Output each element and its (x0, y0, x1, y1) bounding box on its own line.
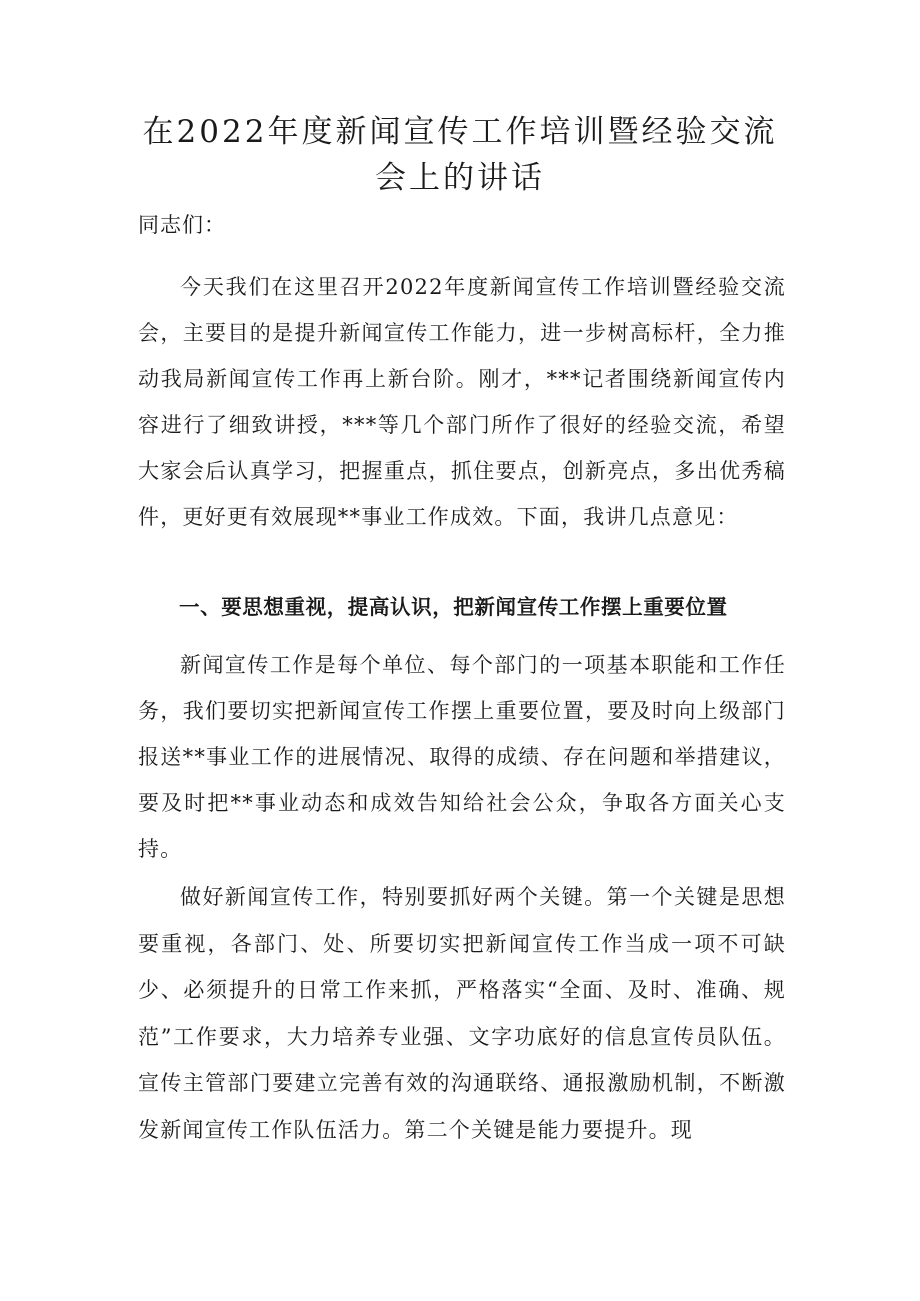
document-title-line-1: 在2022年度新闻宣传工作培训暨经验交流 (142, 114, 778, 150)
salutation: 同志们： (138, 213, 226, 237)
paragraph-intro: 今天我们在这里召开2022年度新闻宣传工作培训暨经验交流会，主要目的是提升新闻宣传工作能力，进一步树高标杆，全力推动我局新闻宣传工作再上新台阶。刚才，***记者围绕新闻宣传内容进行了细致讲授，***等几个部门所作了很好的经验交流，希望大家会后认真学习，把握重点，抓住要点，创新亮点，多出优秀稿件，更好更有效展现**事业工作成效。下面，我讲几点意见： (138, 275, 786, 529)
paragraph-section1-b: 做好新闻宣传工作，特别要抓好两个关键。第一个关键是思想要重视，各部门、处、所要切实把新闻宣传工作当成一项不可缺少、必须提升的日常工作来抓，严格落实“全面、及时、准确、规范”工作要求，大力培养专业强、文字功底好的信息宣传员队伍。宣传主管部门要建立完善有效的沟通联络、通报激励机制，不断激发新闻宣传工作队伍活力。第二个关键是能力要提升。现 (138, 885, 786, 1142)
section-heading-1: 一、要思想重视，提高认识，把新闻宣传工作摆上重要位置 (179, 595, 728, 619)
paragraph-section1-a: 新闻宣传工作是每个单位、每个部门的一项基本职能和工作任务，我们要切实把新闻宣传工作摆上重要位置，要及时向上级部门报送**事业工作的进展情况、取得的成绩、存在问题和举措建议，要及时把**事业动态和成效告知给社会公众，争取各方面关心支持。 (138, 653, 786, 861)
document-title-line-2: 会上的讲话 (375, 160, 545, 196)
